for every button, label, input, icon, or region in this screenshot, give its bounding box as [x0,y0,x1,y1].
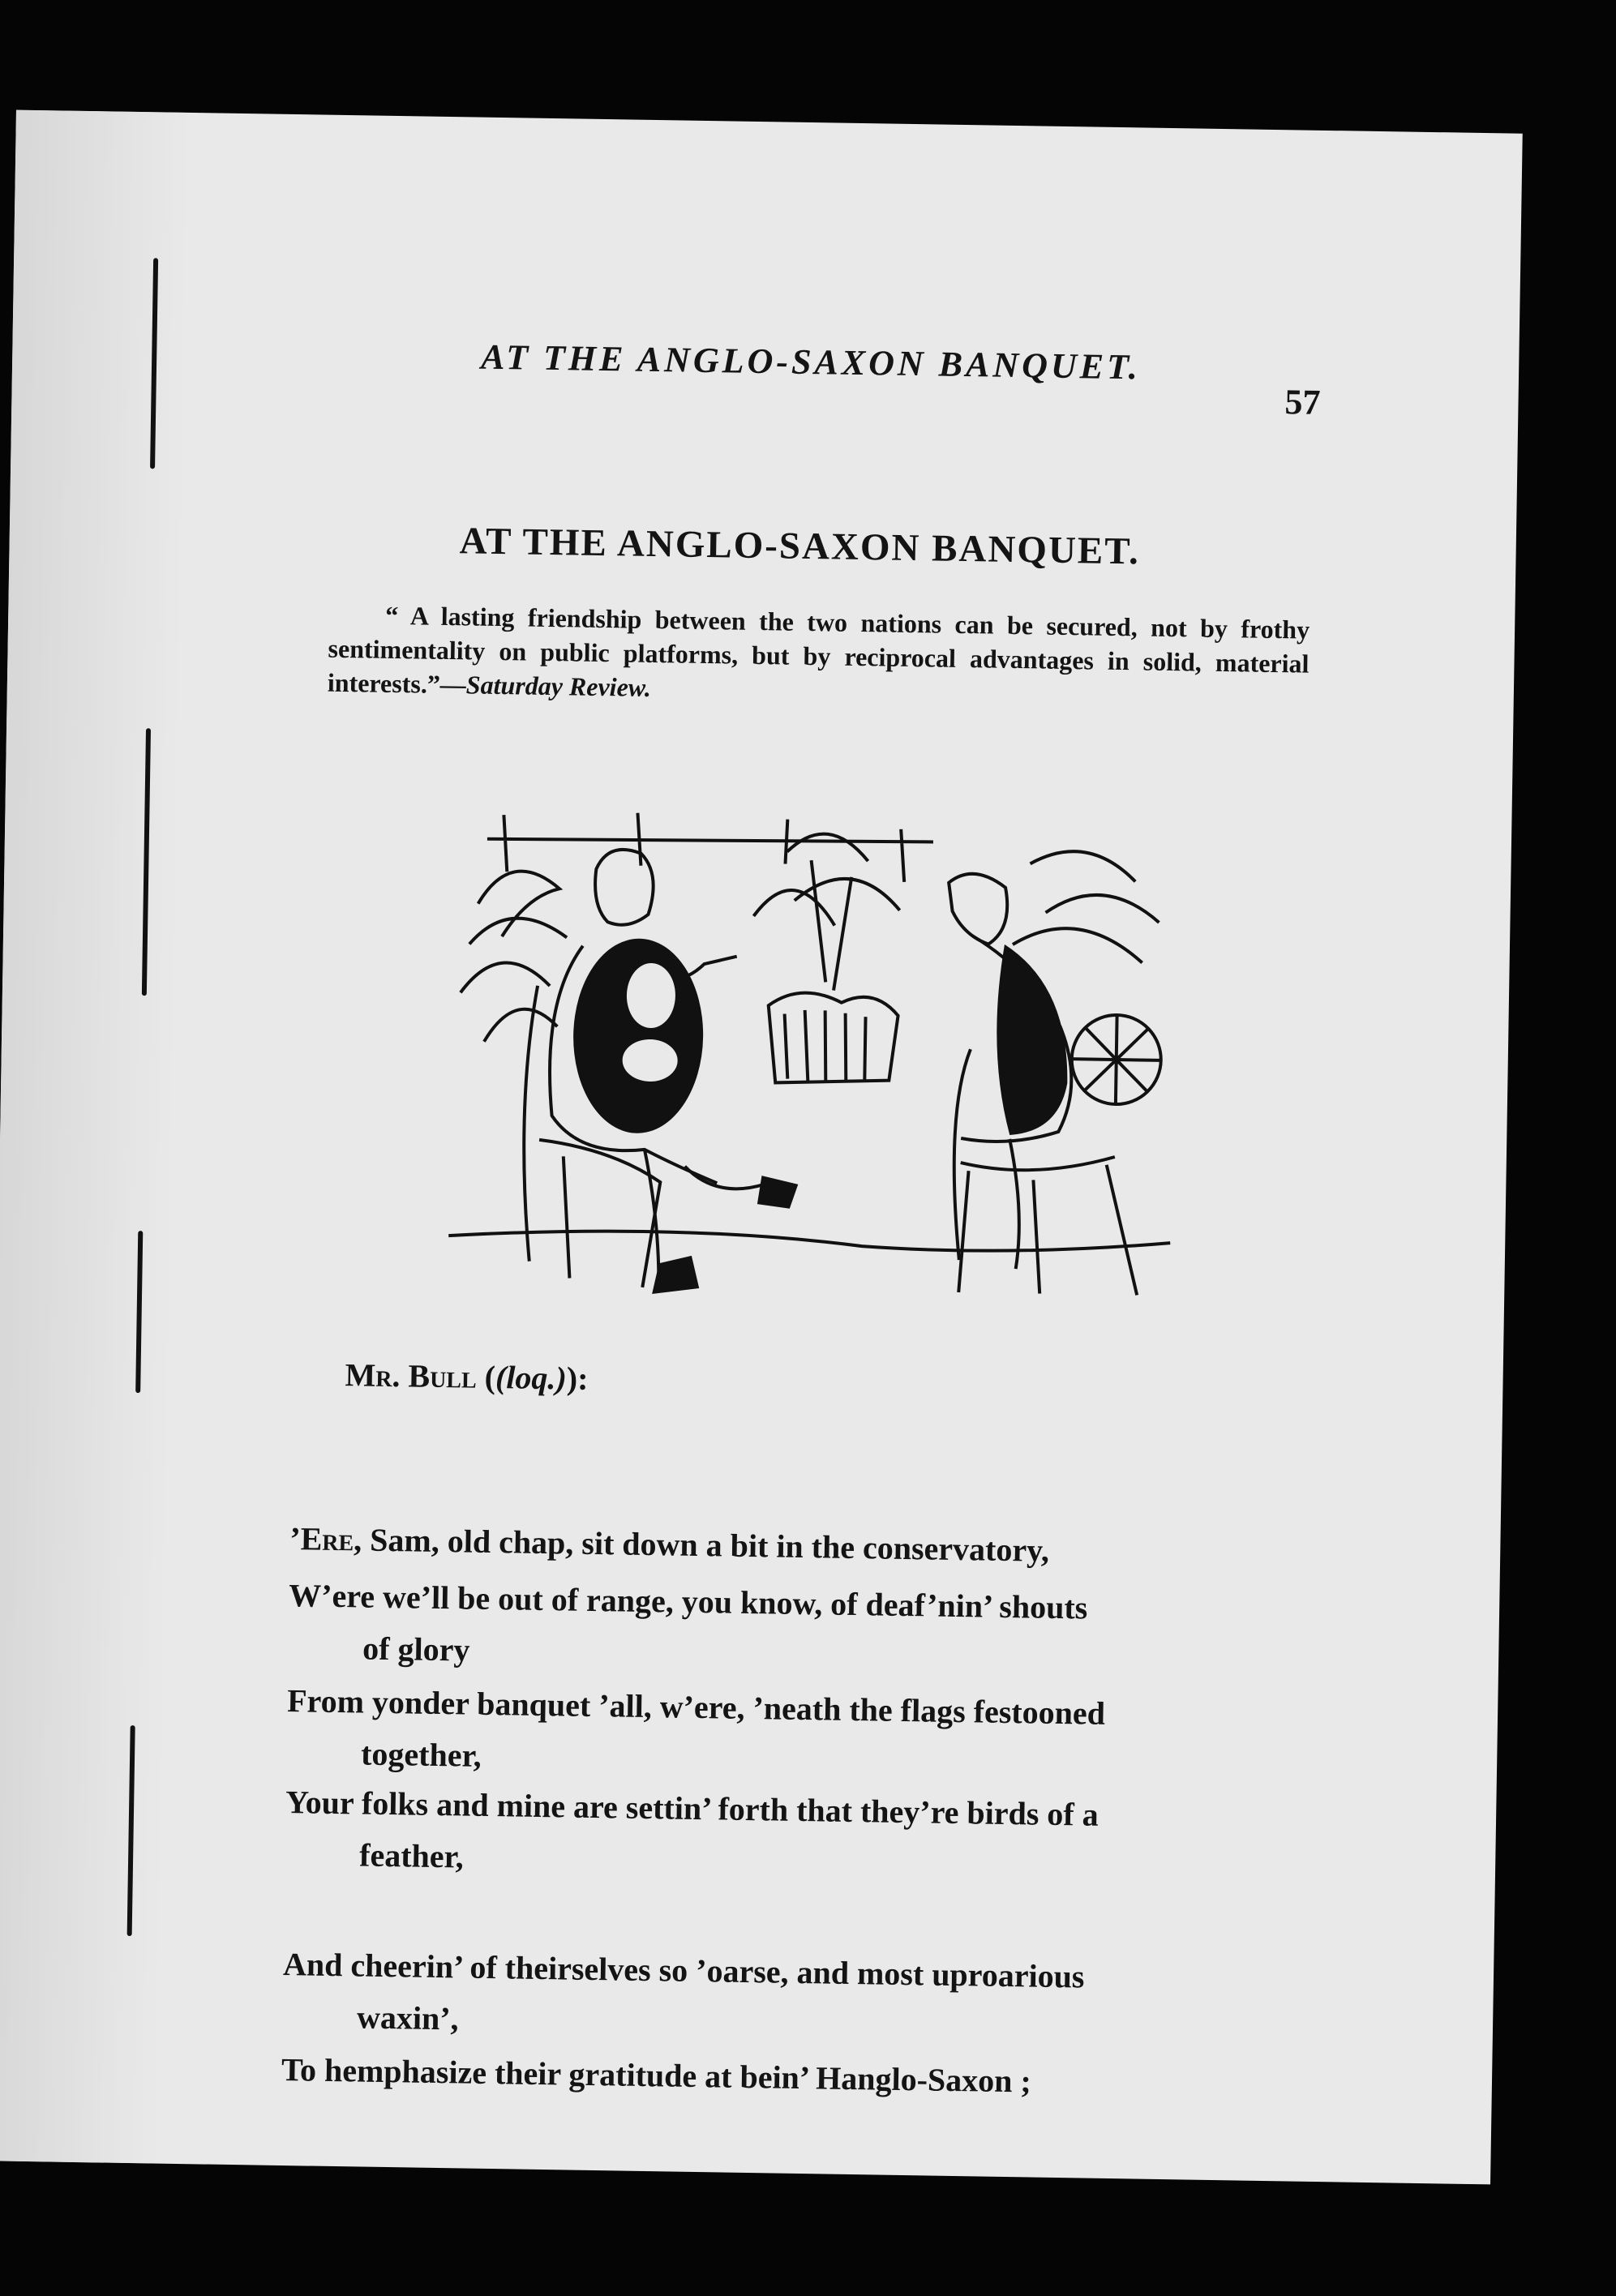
verse-text: And cheerin’ of theirselves so ’oarse, and most uproarious [282,1946,1085,1995]
speaker-name: Mr. Bull [345,1356,478,1395]
epigraph [328,598,1310,715]
verse-line [289,1513,1280,1580]
page-gutter [0,110,191,2164]
verse-first-word: ’Ere [289,1520,354,1558]
page-number: 57 [1284,382,1321,422]
speaker-line: Mr. Bull ((loq.)): [345,1356,589,1397]
speaker-colon: : [577,1360,589,1397]
stage-direction: (loq.) [495,1359,568,1397]
verse-continuation: waxin’, [356,1998,460,2037]
verse-text: Your folks and mine are settin’ forth that they’re birds of a [285,1784,1099,1833]
verse-continuation: together, [360,1735,482,1774]
verse-continuation: of glory [362,1630,470,1668]
verse-line [285,1776,1275,1895]
epigraph-quote: “ A lasting friendship between the two nations can be secured, not by frothy sentimentality on public platforms, but by reciprocal advantages in solid, material interests.” [327,600,1310,699]
running-head: AT THE ANGLO-SAXON BANQUET. [480,336,1142,388]
conservatory-illustration [439,798,1194,1328]
epigraph-attribution: —Saturday Review. [439,669,652,702]
verse-line [286,1675,1277,1794]
verse-text: From yonder banquet ’all, w’ere, ’neath the flags festooned [286,1682,1106,1732]
verse-text: W’ere we’ll be out of range, you know, of deaf’nin’ shouts [288,1577,1088,1626]
verse-text: To hemphasize their gratitude at bein’ Hanglo-Saxon ; [281,2051,1032,2100]
verse-line [288,1570,1279,1689]
poem-title: AT THE ANGLO-SAXON BANQUET. [459,520,1141,573]
verse-text: , Sam, old chap, sit down a bit in the conservatory, [353,1521,1050,1569]
verse-line [282,1938,1273,2058]
book-page [0,110,1523,2185]
verse-continuation: feather, [358,1836,465,1875]
